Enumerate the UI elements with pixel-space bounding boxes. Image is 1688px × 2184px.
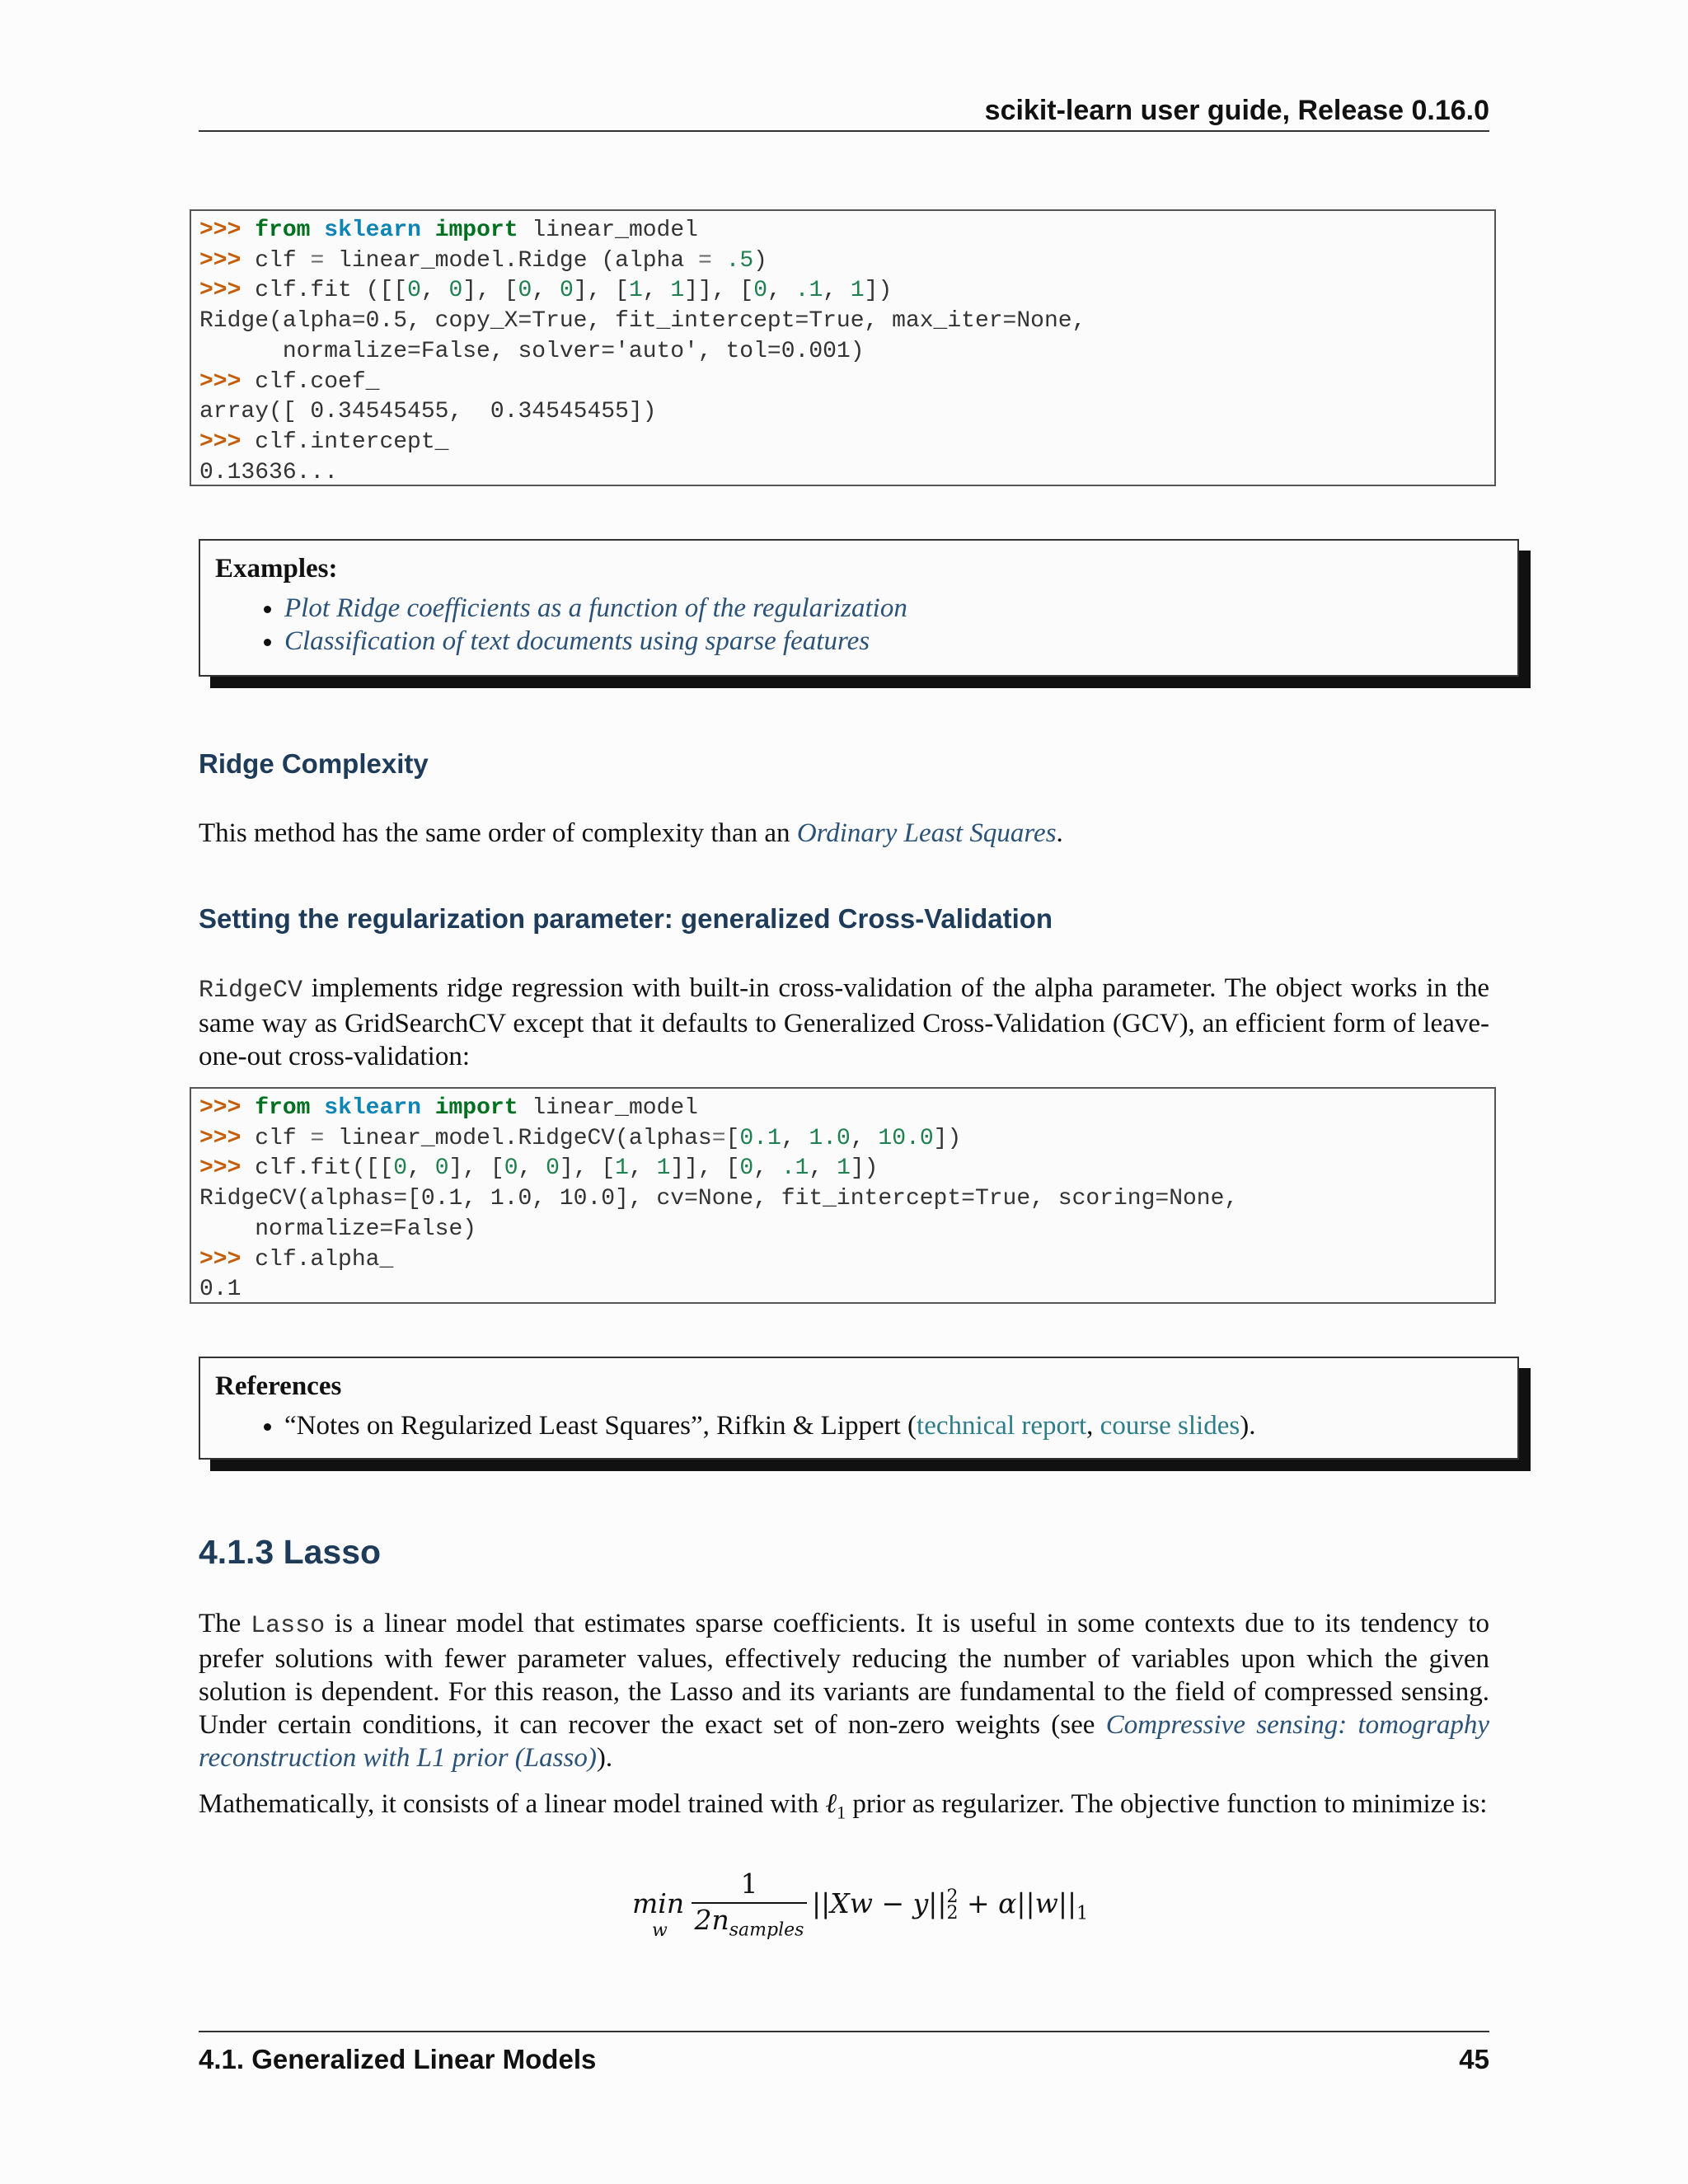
ell-subscript: 1 (837, 1802, 846, 1823)
examples-title: Examples: (215, 554, 338, 583)
code-input-line: >>> clf.coef_ (199, 368, 380, 395)
formula-fraction (692, 1866, 807, 1947)
link-technical-report[interactable]: technical report (917, 1411, 1087, 1441)
code-input-line: >>> clf.intercept_ (199, 429, 449, 455)
text: This method has the same order of complexity than an (199, 818, 797, 848)
page (199, 0, 1489, 2184)
prompt: >>> (199, 218, 241, 243)
text: , (1086, 1411, 1100, 1441)
code-block-ridgecv (190, 1087, 1496, 1304)
text: is a linear model that estimates sparse coefficients. It is useful in some contexts due to its tendency to prefer solutions with fewer parameter values, effectively reducing the number of variables upon which the given solution is dependent. For this reason, the Lasso and its variants are fundamental to the field of compressed sensing. Under certain conditions, it can recover the exact set of non-zero weights (see (199, 1609, 1489, 1740)
references-list (215, 1409, 1503, 1442)
text: samples (729, 1919, 804, 1941)
formula-numerator: 1 (740, 1868, 758, 1900)
lasso-objective-formula (632, 1866, 1292, 1948)
code-input-line: >>> clf = linear_model.RidgeCV(alphas=[0.1, 1.0, 10.0]) (199, 1125, 962, 1151)
examples-list (215, 592, 1503, 658)
list-item (284, 1409, 1503, 1442)
paragraph-ridge-complexity (199, 817, 1489, 850)
text: The (199, 1609, 251, 1638)
code-input-line: >>> clf.alpha_ (199, 1246, 394, 1272)
text: 2 (946, 1903, 959, 1924)
code-output-line: array([ 0.34545455, 0.34545455]) (199, 399, 657, 425)
prompt: >>> (199, 247, 241, 274)
page-footer (199, 2031, 1489, 2075)
formula-denominator (692, 1904, 807, 1947)
text: “Notes on Regularized Least Squares”, Rifkin & Lippert ( (284, 1411, 917, 1441)
heading-ridge-complexity: Ridge Complexity (199, 748, 429, 779)
text: ). (596, 1743, 613, 1773)
text: 1 (1076, 1903, 1089, 1924)
formula-min: min (632, 1887, 685, 1919)
text: . (1056, 818, 1063, 848)
text: ). (1240, 1411, 1256, 1441)
paragraph-lasso-math (199, 1788, 1489, 1830)
text: + α||w|| (958, 1887, 1077, 1919)
references-title: References (215, 1371, 342, 1401)
footer-section: 4.1. Generalized Linear Models (199, 2044, 597, 2074)
link-course-slides[interactable]: course slides (1100, 1411, 1240, 1441)
text: 2n (694, 1904, 729, 1936)
heading-gcv: Setting the regularization parameter: generalized Cross-Validation (199, 903, 1053, 934)
references-box (199, 1357, 1519, 1460)
running-header: scikit-learn user guide, Release 0.16.0 (199, 92, 1489, 132)
prompt: >>> (199, 1095, 241, 1121)
formula-min-subscript: w (652, 1920, 668, 1941)
code-input-line: >>> clf.fit ([[0, 0], [0, 0], [1, 1]], [0, .1, 1]) (199, 278, 893, 304)
text: ||Xw − y|| (812, 1887, 947, 1919)
paragraph-lasso-intro (199, 1607, 1489, 1774)
prompt: >>> (199, 1246, 241, 1272)
link-compressive-sensing[interactable]: Compressive sensing: tomography reconstruction with L1 prior (Lasso) (199, 1710, 1489, 1773)
code-output-line: Ridge(alpha=0.5, copy_X=True, fit_intercept=True, max_iter=None, (199, 308, 1086, 335)
prompt: >>> (199, 278, 241, 304)
inline-code-ridgecv: RidgeCV (199, 977, 303, 1005)
paragraph-gcv (199, 972, 1489, 1073)
list-item (284, 625, 1503, 658)
text: 2 (946, 1886, 959, 1907)
ell-symbol: ℓ (825, 1789, 837, 1819)
text: prior as regularizer. The objective function to minimize is: (846, 1789, 1488, 1819)
example-link-text-classification[interactable]: Classification of text documents using sparse features (284, 626, 870, 656)
formula-rhs (812, 1887, 1088, 1924)
code-output-line: RidgeCV(alphas=[0.1, 1.0, 10.0], cv=None, fit_intercept=True, scoring=None, (199, 1186, 1239, 1212)
code-input-line: >>> from sklearn import linear_model (199, 218, 698, 243)
code-input-line: >>> clf.fit([[0, 0], [0, 0], [1, 1]], [0, .1, 1]) (199, 1155, 879, 1182)
norm-indices (946, 1886, 959, 1924)
page-number: 45 (1459, 2044, 1489, 2074)
prompt: >>> (199, 368, 241, 395)
code-input-line: >>> clf = linear_model.Ridge (alpha = .5) (199, 247, 767, 274)
code-block-ridge (190, 209, 1496, 486)
heading-lasso: 4.1.3 Lasso (199, 1533, 382, 1571)
code-output-line: normalize=False, solver='auto', tol=0.001) (199, 338, 865, 364)
text: implements ridge regression with built-in cross-validation of the alpha parameter. The object works in the same way as GridSearchCV except that it defaults to Generalized Cross-Validation (GCV), an efficient form of leave-one-out cross-validation: (199, 973, 1489, 1071)
list-item (284, 592, 1503, 625)
link-ordinary-least-squares[interactable]: Ordinary Least Squares (796, 818, 1057, 848)
examples-box (199, 539, 1519, 677)
inline-code-lasso: Lasso (251, 1612, 326, 1640)
prompt: >>> (199, 1125, 241, 1151)
code-input-line: >>> from sklearn import linear_model (199, 1095, 698, 1121)
code-output-line: 0.13636... (199, 459, 339, 485)
example-link-ridge-path[interactable]: Plot Ridge coefficients as a function of the regularization (284, 593, 907, 623)
prompt: >>> (199, 429, 241, 455)
text: Mathematically, it consists of a linear model trained with (199, 1789, 826, 1819)
code-output-line: normalize=False) (199, 1216, 477, 1242)
code-output-line: 0.1 (199, 1277, 241, 1303)
prompt: >>> (199, 1155, 241, 1182)
